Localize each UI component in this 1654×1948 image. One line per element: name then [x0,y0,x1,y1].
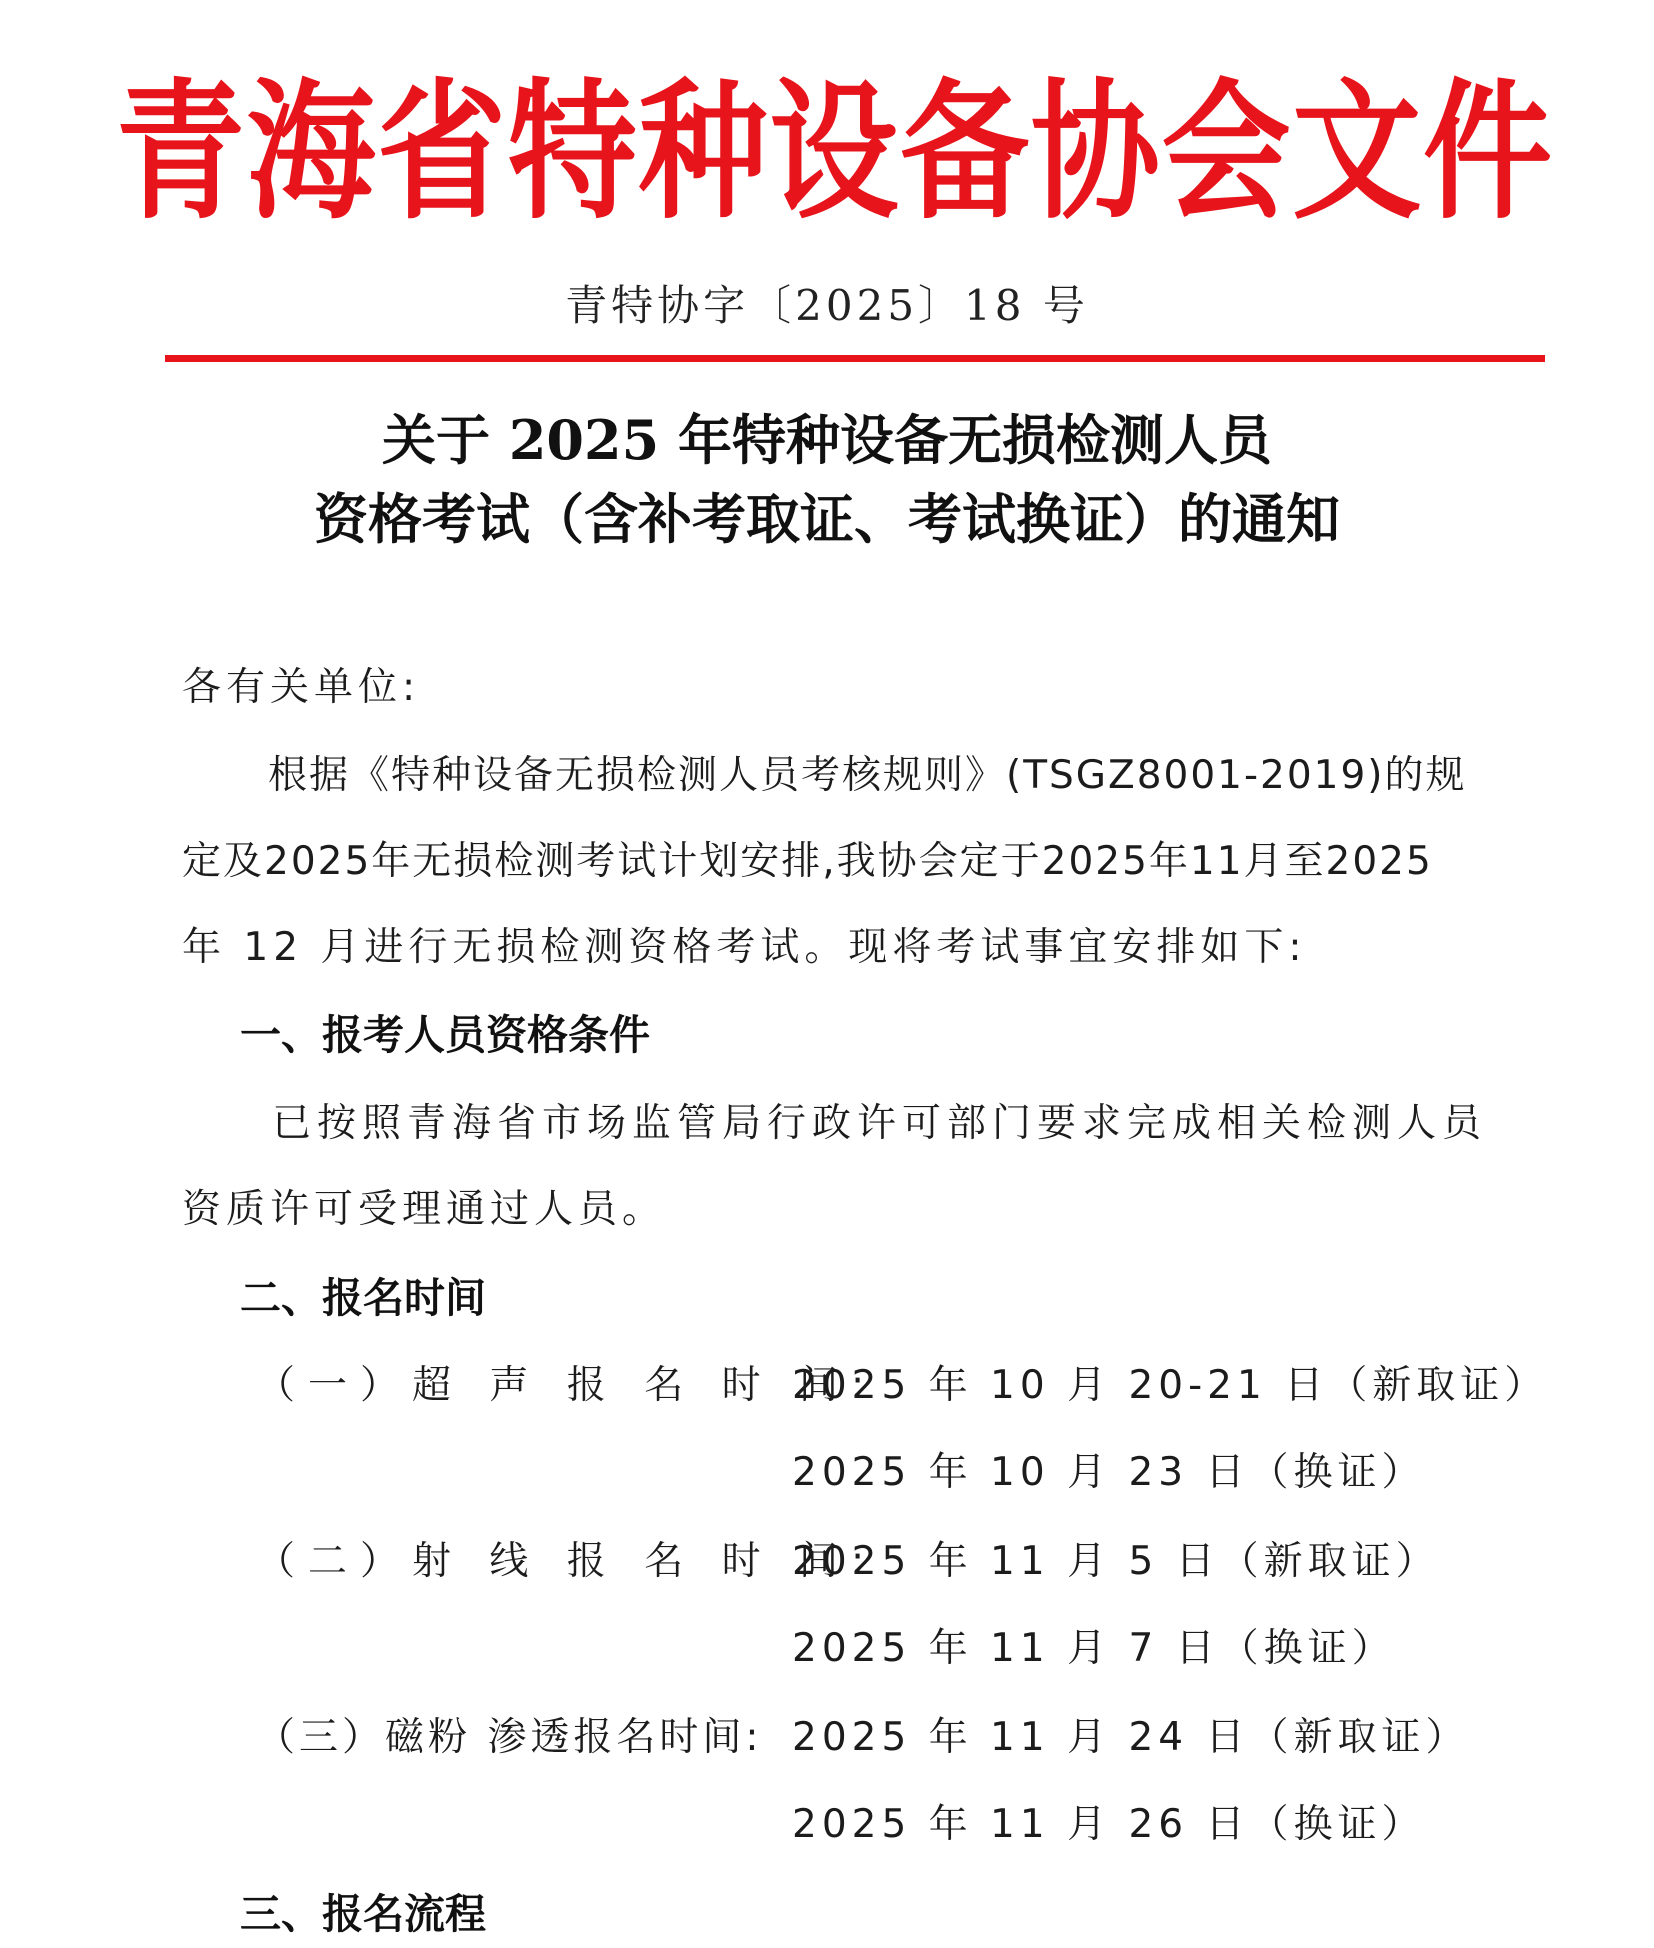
intro-paragraph-line-2: 定及2025年无损检测考试计划安排,我协会定于2025年11月至2025 [182,839,1433,884]
intro-paragraph-line-3: 年 12 月进行无损检测资格考试。现将考试事宜安排如下: [182,925,1307,970]
schedule-label-magnetic-penetrant: （三）磁粉 渗透报名时间: [256,1715,763,1760]
schedule-date-ultrasonic-new: 2025 年 10 月 20-21 日（新取证） [792,1363,1549,1408]
notice-title-line-1: 关于 2025 年特种设备无损检测人员 [382,408,1272,472]
schedule-date-magnetic-penetrant-renew: 2025 年 11 月 26 日（换证） [792,1802,1426,1847]
section-1-paragraph-line-2: 资质许可受理通过人员。 [182,1187,667,1232]
intro-paragraph-line-1: 根据《特种设备无损检测人员考核规则》(TSGZ8001-2019)的规 [268,753,1467,798]
notice-title-line-2: 资格考试（含补考取证、考试换证）的通知 [314,487,1340,551]
section-3-heading: 三、报名流程 [240,1890,486,1938]
schedule-date-radiographic-renew: 2025 年 11 月 7 日（换证） [792,1626,1396,1671]
salutation: 各有关单位: [182,665,421,710]
schedule-date-magnetic-penetrant-new: 2025 年 11 月 24 日（新取证） [792,1715,1470,1760]
red-divider-line [165,355,1545,362]
document-number: 青特协字〔2025〕18 号 [565,281,1089,330]
section-1-paragraph-line-1: 已按照青海省市场监管局行政许可部门要求完成相关检测人员 [272,1101,1488,1146]
schedule-label-radiographic: （二）射 线 报 名 时 间: [256,1539,878,1584]
schedule-label-ultrasonic: （一）超 声 报 名 时 间: [256,1363,878,1408]
section-1-heading: 一、报考人员资格条件 [240,1011,650,1059]
document-red-header: 青海省特种设备协会文件 [115,66,1554,240]
section-2-heading: 二、报名时间 [240,1274,486,1322]
schedule-date-radiographic-new: 2025 年 11 月 5 日（新取证） [792,1539,1440,1584]
schedule-date-ultrasonic-renew: 2025 年 10 月 23 日（换证） [792,1450,1426,1495]
